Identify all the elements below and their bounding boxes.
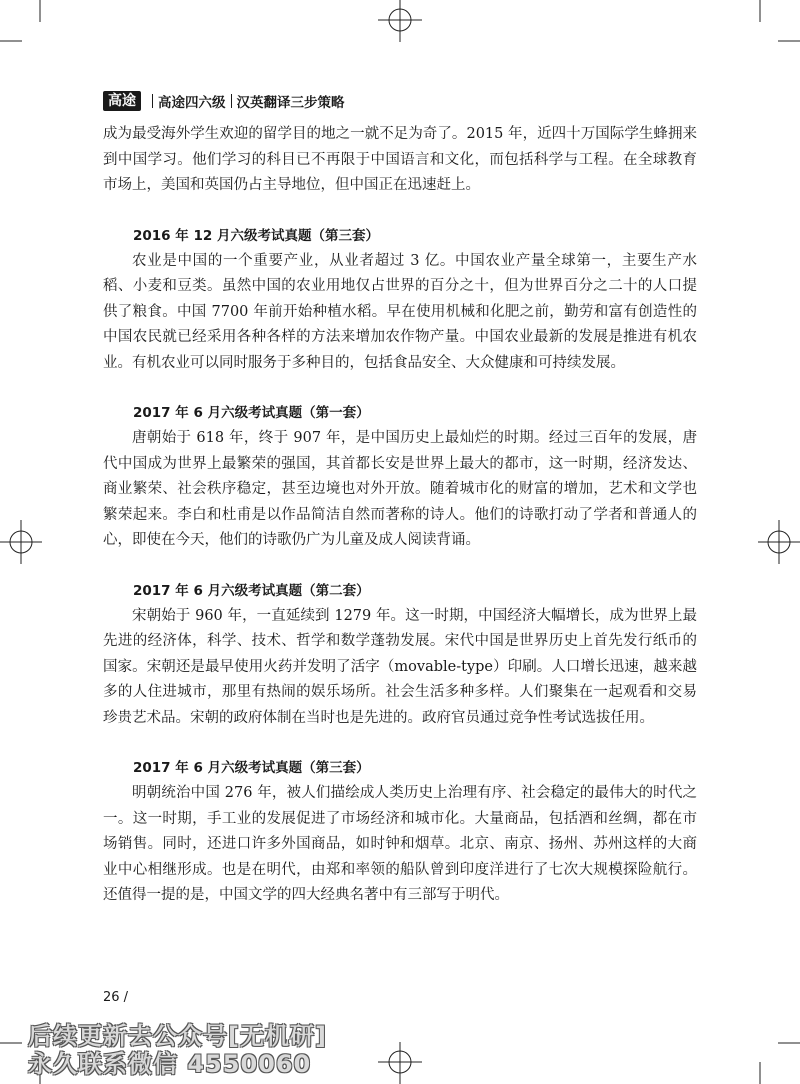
intro-paragraph: 成为最受海外学生欢迎的留学目的地之一就不足为奇了。2015 年，近四十万国际学生蜂拥来到中国学习。他们学习的科目已不再限于中国语言和文化，而包括科学与工程。在全球教育市场上，美国和英国仍占主导地位，但中国正在迅速赶上。	[103, 126, 697, 193]
section-title: 2017 年 6 月六级考试真题（第三套）	[133, 760, 370, 776]
section-body: 农业是中国的一个重要产业，从业者超过 3 亿。中国农业产量全球第一，主要生产水稻、小麦和豆类。虽然中国的农业用地仅占世界的百分之十，但为世界百分之二十的人口提供了粮食。中国 7700 年前开始种植水稻。早在使用机械和化肥之前，勤劳和富有创造性的中国农民就已经采用各种各样的方法来增加农作物产量。中国农业最新的发展是推进有机农业。有机农业可以同时服务于多种目的，包括食品安全、大众健康和可持续发展。	[103, 252, 697, 371]
header-divider	[152, 94, 153, 108]
book-title: 高途四六级	[158, 95, 226, 111]
watermark-line-2: 永久联系微信 4550060	[28, 1050, 312, 1078]
page-number: 26 /	[103, 990, 129, 1005]
section-body: 明朝统治中国 276 年，被人们描绘成人类历史上治理有序、社会稳定的最伟大的时代之一。这一时期，手工业的发展促进了市场经济和城市化。大量商品，包括酒和丝绸，都在市场销售。同时，还进口许多外国商品，如时钟和烟草。北京、南京、扬州、苏州这样的大商业中心相继形成。也是在明代，由郑和率领的船队曾到印度洋进行了七次大规模探险航行。还值得一提的是，中国文学的四大经典名著中有三部写于明代。	[103, 785, 697, 903]
section-2016-12-set3	[103, 224, 697, 377]
section-body: 唐朝始于 618 年，终于 907 年，是中国历史上最灿烂的时期。经过三百年的发展，唐代中国成为世界上最繁荣的强国，其首都长安是世界上最大的都市，这一时期，经济发达、商业繁荣、社会秩序稳定，甚至边境也对外开放。随着城市化的财富的增加，艺术和文学也繁荣起来。李白和杜甫是以作品简洁自然而著称的诗人。他们的诗歌打动了学者和普通人的心，即使在今天，他们的诗歌仍广为儿童及成人阅读背诵。	[103, 430, 697, 548]
watermark-line-1: 后续更新去公众号[无机研]	[28, 1022, 327, 1050]
section-title: 2017 年 6 月六级考试真题（第二套）	[133, 582, 370, 599]
page-content	[103, 122, 697, 909]
header-divider	[231, 94, 232, 108]
section-2017-06-set3	[103, 756, 697, 909]
section-title: 2016 年 12 月六级考试真题（第三套）	[133, 227, 379, 244]
chapter-title: 汉英翻译三步策略	[236, 95, 345, 111]
section-2017-06-set2	[103, 579, 697, 732]
section-2017-06-set1	[103, 401, 697, 554]
brand-logo: 高途	[103, 91, 141, 111]
section-title: 2017 年 6 月六级考试真题（第一套）	[133, 405, 370, 421]
section-body: 宋朝始于 960 年，一直延续到 1279 年。这一时期，中国经济大幅增长，成为世界上最先进的经济体，科学、技术、哲学和数学蓬勃发展。宋代中国是世界历史上首先发行纸币的国家。宋朝还是最早使用火药并发明了活字（movable-type）印刷。人口增长迅速，越来越多的人住进城市，那里有热闹的娱乐场所。社会生活多种多样。人们聚集在一起观看和交易珍贵艺术品。宋朝的政府体制在当时也是先进的。政府官员通过竞争性考试选拔任用。	[103, 607, 697, 726]
running-header	[103, 90, 345, 112]
